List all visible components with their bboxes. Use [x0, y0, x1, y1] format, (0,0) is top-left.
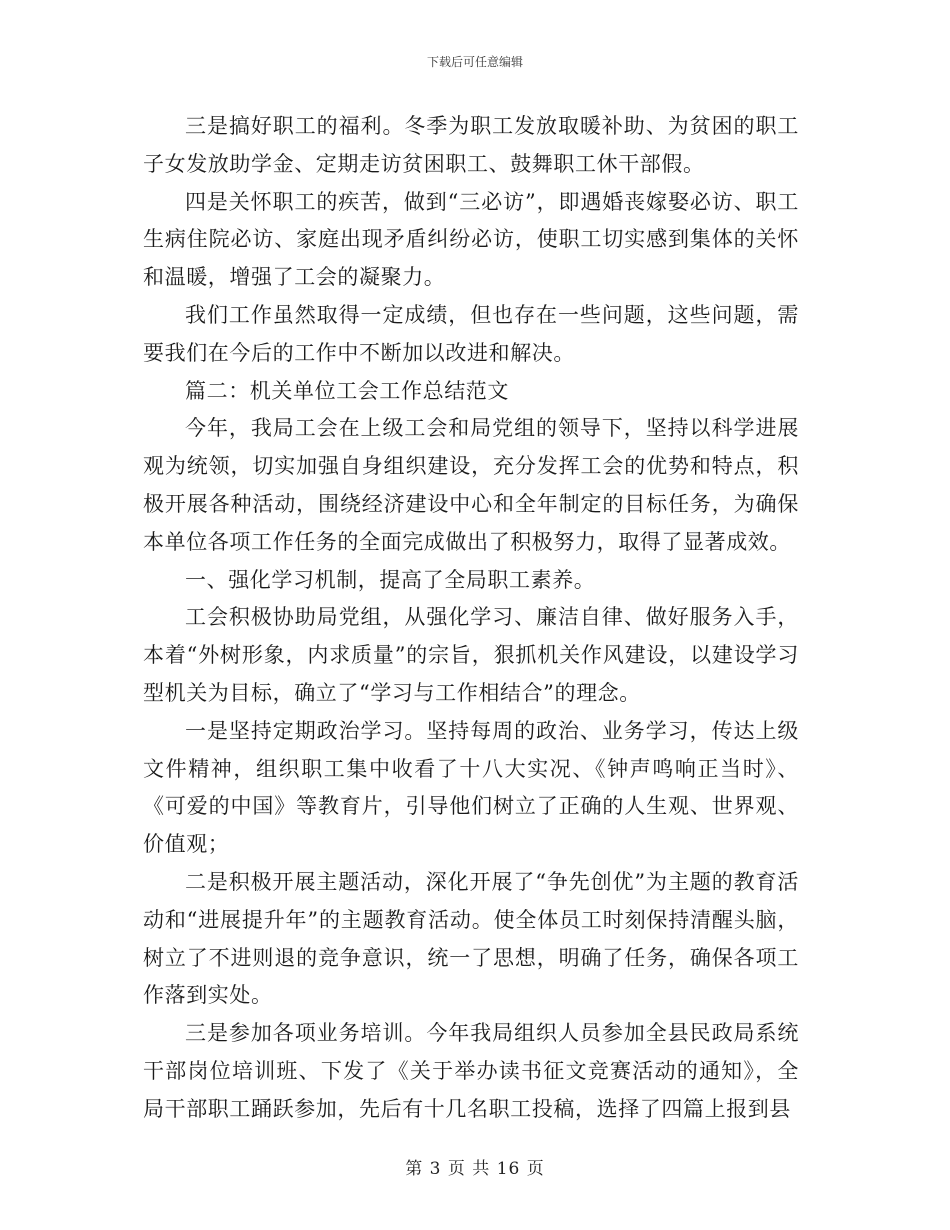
- page-total: 16: [496, 1159, 521, 1179]
- page-footer: [0, 1154, 950, 1179]
- section-heading: 一、强化学习机制，提高了全局职工素养。: [185, 567, 596, 592]
- page-number: 3: [429, 1159, 442, 1179]
- paragraph: 工会积极协助局党组，从强化学习、廉洁自律、做好服务入手，本着“外树形象，内求质量”的宗旨，狠抓机关作风建设，以建设学习型机关为目标，确立了“学习与工作相结合”的理念。: [143, 605, 799, 705]
- page-label-suffix: 页: [526, 1159, 545, 1179]
- paragraph: 三是搞好职工的福利。冬季为职工发放取暖补助、为贫困的职工子女发放助学金、定期走访贫困职工、鼓舞职工休干部假。: [143, 114, 799, 176]
- section-title: 篇二：机关单位工会工作总结范文: [185, 378, 509, 403]
- paragraph: 四是关怀职工的疾苦，做到“三必访”，即遇婚丧嫁娶必访、职工生病住院必访、家庭出现矛盾纠纷必访，使职工切实感到集体的关怀和温暖，增强了工会的凝聚力。: [143, 189, 799, 290]
- paragraph: 一是坚持定期政治学习。坚持每周的政治、业务学习，传达上级文件精神，组织职工集中收看了十八大实况、《钟声鸣响正当时》、《可爱的中国》等教育片，引导他们树立了正确的人生观、世界观、价值观；: [143, 718, 799, 857]
- paragraph: 三是参加各项业务培训。今年我局组织人员参加全县民政局系统干部岗位培训班、下发了《关于举办读书征文竞赛活动的通知》，全局干部职工踊跃参加，先后有十几名职工投稿，选择了四篇上报到县: [143, 1021, 799, 1121]
- paragraph: 今年，我局工会在上级工会和局党组的领导下，坚持以科学进展观为统领，切实加强自身组织建设，充分发挥工会的优势和特点，积极开展各种活动，围绕经济建设中心和全年制定的目标任务，为确保本单位各项工作任务的全面完成做出了积极努力，取得了显著成效。: [143, 416, 799, 554]
- page-header: 下载后可任意编辑: [426, 55, 523, 69]
- page-label-prefix: 第: [405, 1159, 424, 1179]
- paragraph: 二是积极开展主题活动，深化开展了“争先创优”为主题的教育活动和“进展提升年”的主题教育活动。使全体员工时刻保持清醒头脑，树立了不进则退的竞争意识，统一了思想，明确了任务，确保各项工作落到实处。: [143, 869, 799, 1008]
- paragraph: 我们工作虽然取得一定成绩，但也存在一些问题，这些问题，需要我们在今后的工作中不断加以改进和解决。: [143, 302, 799, 365]
- page-label-middle: 页 共: [447, 1159, 491, 1179]
- document-body: [143, 108, 799, 1129]
